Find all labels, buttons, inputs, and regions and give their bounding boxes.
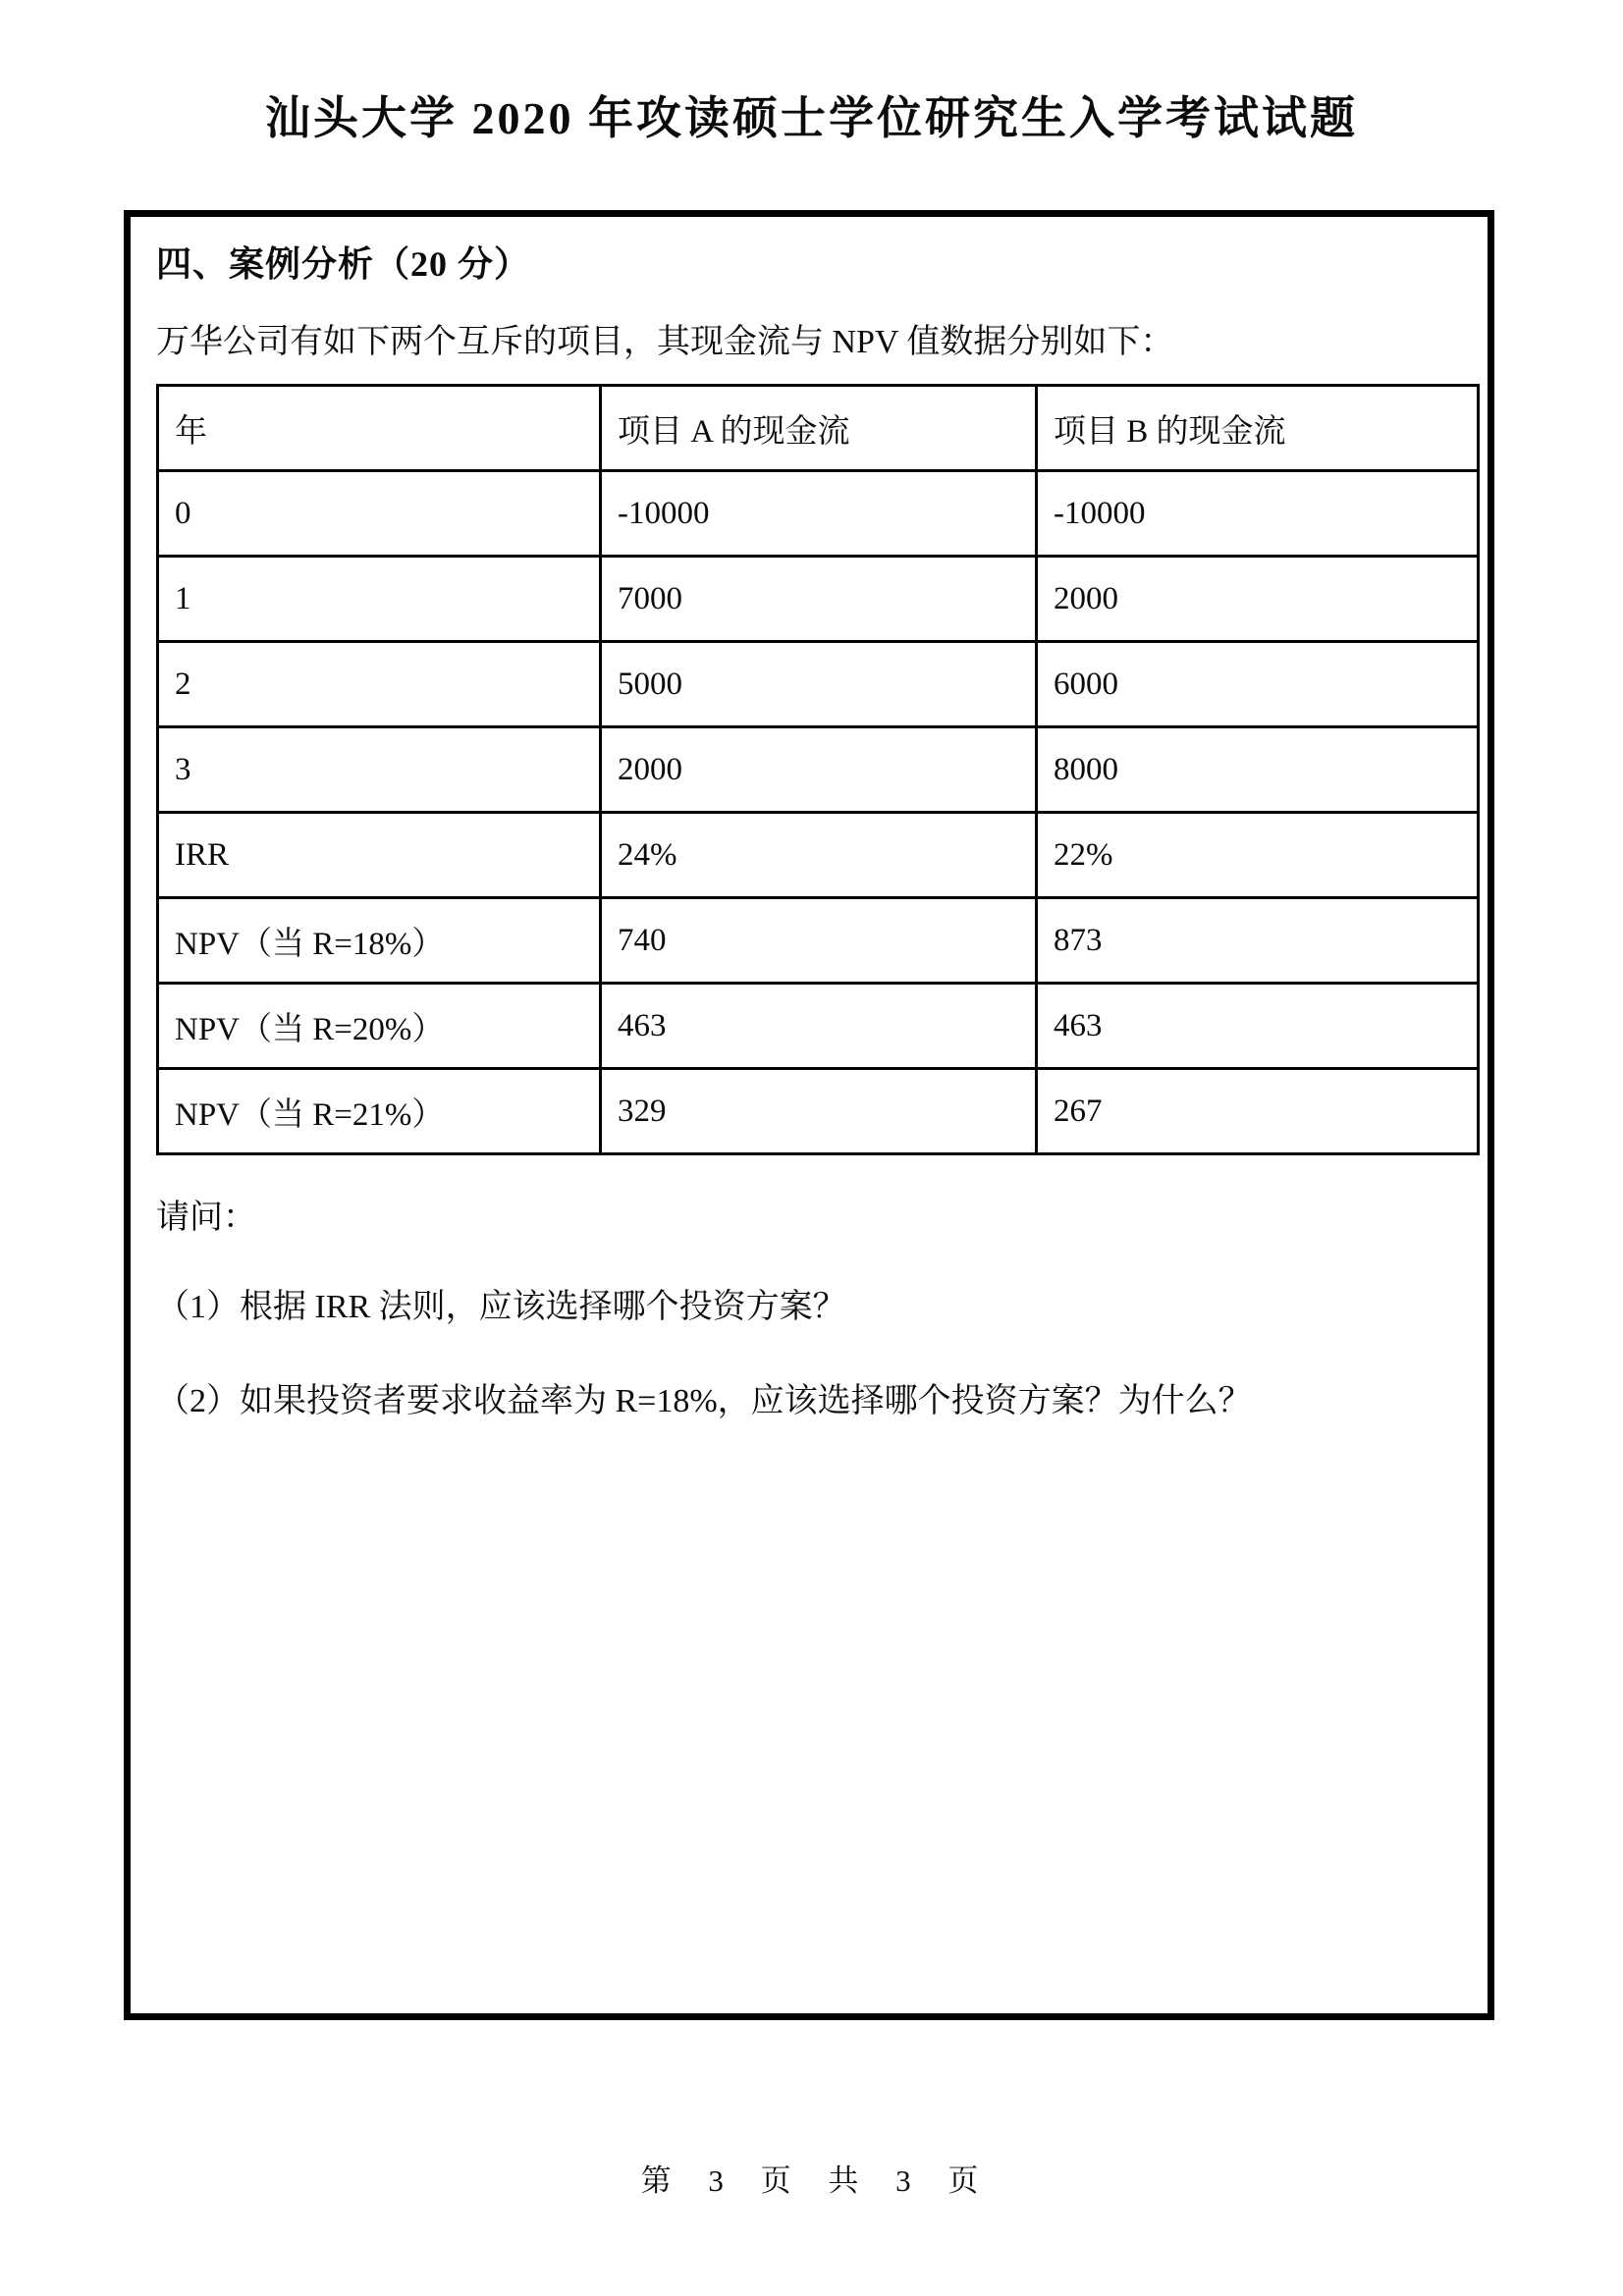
table-cell: 2000 [1037,557,1479,642]
table-cell: 0 [158,471,601,557]
question-2: （2）如果投资者要求收益率为 R=18%，应该选择哪个投资方案？为什么？ [156,1383,1252,1419]
table-cell: 1 [158,557,601,642]
content-frame [124,210,1494,2020]
table-cell: 873 [1037,898,1479,984]
table-cell: IRR [158,813,601,898]
table-cell: 6000 [1037,642,1479,727]
table-row [158,984,1479,1069]
table-cell: 3 [158,727,601,813]
page-title: 汕头大学 2020 年攻读硕士学位研究生入学考试试题 [265,93,1358,143]
page-footer: 第 3 页 共 3 页 [640,2163,983,2198]
intro-text: 万华公司有如下两个互斥的项目，其现金流与 NPV 值数据分别如下： [156,324,1174,360]
table-row [158,898,1479,984]
table-cell: 8000 [1037,727,1479,813]
table-row [158,813,1479,898]
table-cell: NPV（当 R=21%） [158,1069,601,1154]
table-cell: 463 [1037,984,1479,1069]
section-heading: 四、案例分析（20 分） [156,244,531,284]
table-row [158,642,1479,727]
table-cell: 5000 [601,642,1037,727]
table-header-cell: 年 [158,386,601,471]
table-cell: 22% [1037,813,1479,898]
question-1: （1）根据 IRR 法则，应该选择哪个投资方案？ [156,1289,846,1325]
table-body [158,471,1479,1154]
table-cell: 24% [601,813,1037,898]
table-cell: 2000 [601,727,1037,813]
table-cell: 7000 [601,557,1037,642]
table-cell: NPV（当 R=20%） [158,984,601,1069]
table-cell: NPV（当 R=18%） [158,898,601,984]
table-cell: 329 [601,1069,1037,1154]
cashflow-table [156,384,1480,1155]
table-row [158,471,1479,557]
table-row [158,1069,1479,1154]
table-cell: 267 [1037,1069,1479,1154]
prompt-text: 请问： [156,1200,256,1236]
table-header-row [158,386,1479,471]
table-cell: 2 [158,642,601,727]
table-cell: -10000 [601,471,1037,557]
table-header-cell: 项目 A 的现金流 [601,386,1037,471]
table-cell: 463 [601,984,1037,1069]
table-cell: -10000 [1037,471,1479,557]
table-header-cell: 项目 B 的现金流 [1037,386,1479,471]
table-row [158,727,1479,813]
table-row [158,557,1479,642]
table-cell: 740 [601,898,1037,984]
